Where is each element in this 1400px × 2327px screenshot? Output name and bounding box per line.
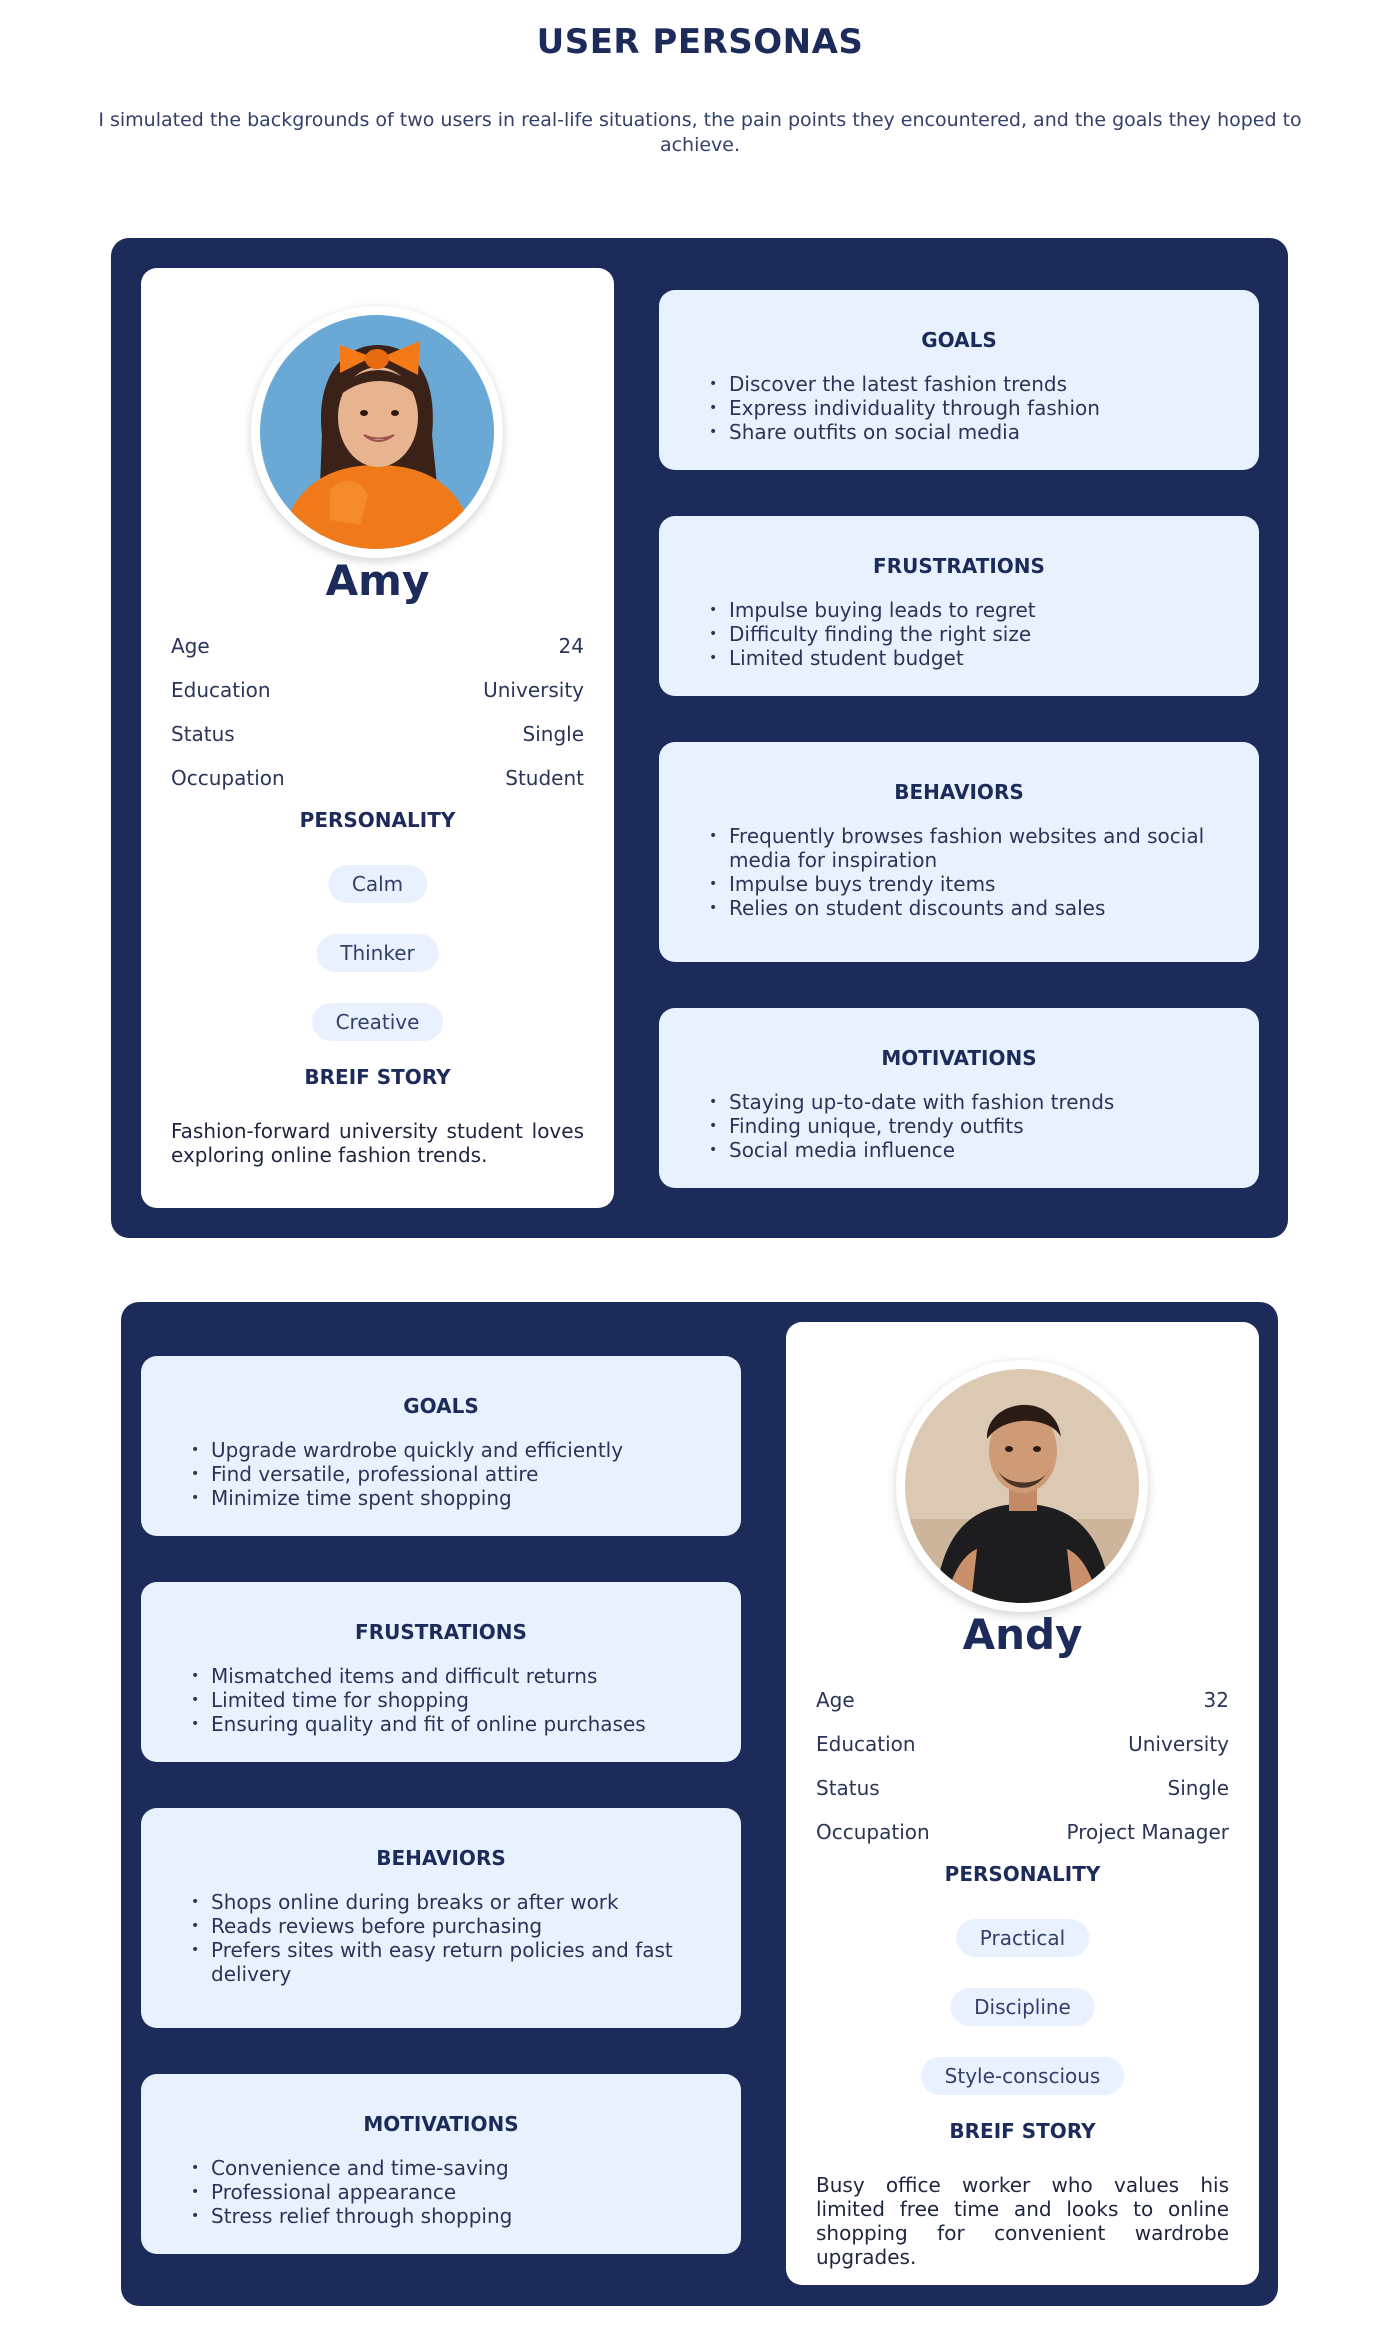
- amy-photo: [260, 315, 494, 549]
- list-item: • Mismatched items and difficult returns: [191, 1664, 711, 1688]
- behaviors-heading: BEHAVIORS: [894, 780, 1024, 804]
- list-item: • Convenience and time-saving: [191, 2156, 711, 2180]
- frustrations-heading: FRUSTRATIONS: [873, 554, 1045, 578]
- list-item: • Minimize time spent shopping: [191, 1486, 711, 1510]
- status-row: [816, 1766, 1229, 1810]
- status-label: Status: [816, 1776, 880, 1800]
- personality-heading: PERSONALITY: [299, 808, 456, 832]
- behaviors-box: [141, 1808, 741, 2028]
- list-item: • Difficulty finding the right size: [709, 622, 1229, 646]
- education-row: [816, 1722, 1229, 1766]
- list-item: • Find versatile, professional attire: [191, 1462, 711, 1486]
- status-label: Status: [171, 722, 235, 746]
- frustrations-box: [659, 516, 1259, 696]
- avatar: [896, 1360, 1148, 1612]
- persona-details: [816, 1678, 1229, 1854]
- trait-badge: Practical: [956, 1919, 1089, 1957]
- education-value: University: [483, 678, 584, 702]
- list-item: • Ensuring quality and fit of online purchases: [191, 1712, 711, 1736]
- frustrations-box: [141, 1582, 741, 1762]
- occupation-label: Occupation: [816, 1820, 930, 1844]
- list-item: • Express individuality through fashion: [709, 396, 1229, 420]
- page-subtitle: I simulated the backgrounds of two users in real-life situations, the pain points they encountered, and the goals they hoped to achieve.: [98, 109, 1302, 156]
- trait-badge: Style-conscious: [921, 2057, 1125, 2095]
- goals-heading: GOALS: [921, 328, 997, 352]
- personality-heading: PERSONALITY: [944, 1862, 1101, 1886]
- persona-name: Amy: [325, 556, 430, 605]
- age-value: 32: [1203, 1688, 1229, 1712]
- occupation-row: [816, 1810, 1229, 1854]
- motivations-list: [709, 1090, 1229, 1162]
- behaviors-box: [659, 742, 1259, 962]
- page-title: USER PERSONAS: [536, 22, 864, 62]
- story-heading: BREIF STORY: [949, 2119, 1096, 2143]
- list-item: • Social media influence: [709, 1138, 1229, 1162]
- profile-card: [141, 268, 614, 1208]
- age-label: Age: [816, 1688, 855, 1712]
- motivations-list: [191, 2156, 711, 2228]
- occupation-value: Project Manager: [1066, 1820, 1229, 1844]
- avatar: [251, 306, 503, 558]
- list-item: • Finding unique, trendy outfits: [709, 1114, 1229, 1138]
- list-item: • Shops online during breaks or after work: [191, 1890, 711, 1914]
- goals-heading: GOALS: [403, 1394, 479, 1418]
- age-row: [171, 624, 584, 668]
- list-item: • Limited student budget: [709, 646, 1229, 670]
- list-item: • Reads reviews before purchasing: [191, 1914, 711, 1938]
- age-value: 24: [558, 634, 584, 658]
- list-item: • Stress relief through shopping: [191, 2204, 711, 2228]
- motivations-heading: MOTIVATIONS: [881, 1046, 1037, 1070]
- persona-panel-andy: [121, 1302, 1278, 2306]
- trait-badge: Creative: [312, 1003, 444, 1041]
- education-label: Education: [816, 1732, 916, 1756]
- trait-badge: Calm: [328, 865, 427, 903]
- age-label: Age: [171, 634, 210, 658]
- story-text: Busy office worker who values his limited free time and looks to online shopping for convenient wardrobe upgrades.: [816, 2173, 1229, 2269]
- list-item: • Limited time for shopping: [191, 1688, 711, 1712]
- occupation-row: [171, 756, 584, 800]
- frustrations-heading: FRUSTRATIONS: [355, 1620, 527, 1644]
- list-item: • Prefers sites with easy return policies and fast delivery: [191, 1938, 711, 1986]
- behaviors-list: [191, 1890, 711, 1986]
- list-item: • Professional appearance: [191, 2180, 711, 2204]
- trait-badge: Discipline: [950, 1988, 1095, 2026]
- persona-details: [171, 624, 584, 800]
- persona-name: Andy: [962, 1610, 1083, 1659]
- list-item: • Discover the latest fashion trends: [709, 372, 1229, 396]
- trait-badge: Thinker: [316, 934, 439, 972]
- goals-list: [709, 372, 1229, 444]
- behaviors-heading: BEHAVIORS: [376, 1846, 506, 1870]
- list-item: • Upgrade wardrobe quickly and efficiently: [191, 1438, 711, 1462]
- education-row: [171, 668, 584, 712]
- frustrations-list: [191, 1664, 711, 1736]
- list-item: • Impulse buys trendy items: [709, 872, 1229, 896]
- profile-card: [786, 1322, 1259, 2285]
- goals-list: [191, 1438, 711, 1510]
- status-value: Single: [1167, 1776, 1229, 1800]
- andy-photo: [905, 1369, 1139, 1603]
- list-item: • Impulse buying leads to regret: [709, 598, 1229, 622]
- status-value: Single: [522, 722, 584, 746]
- age-row: [816, 1678, 1229, 1722]
- status-row: [171, 712, 584, 756]
- education-label: Education: [171, 678, 271, 702]
- motivations-heading: MOTIVATIONS: [363, 2112, 519, 2136]
- goals-box: [141, 1356, 741, 1536]
- story-heading: BREIF STORY: [304, 1065, 451, 1089]
- frustrations-list: [709, 598, 1229, 670]
- list-item: • Frequently browses fashion websites and social media for inspiration: [709, 824, 1229, 872]
- list-item: • Share outfits on social media: [709, 420, 1229, 444]
- education-value: University: [1128, 1732, 1229, 1756]
- list-item: • Relies on student discounts and sales: [709, 896, 1229, 920]
- persona-panel-amy: [111, 238, 1288, 1238]
- occupation-value: Student: [505, 766, 584, 790]
- list-item: • Staying up-to-date with fashion trends: [709, 1090, 1229, 1114]
- motivations-box: [141, 2074, 741, 2254]
- story-text: Fashion-forward university student loves exploring online fashion trends.: [171, 1119, 584, 1167]
- occupation-label: Occupation: [171, 766, 285, 790]
- goals-box: [659, 290, 1259, 470]
- motivations-box: [659, 1008, 1259, 1188]
- behaviors-list: [709, 824, 1229, 920]
